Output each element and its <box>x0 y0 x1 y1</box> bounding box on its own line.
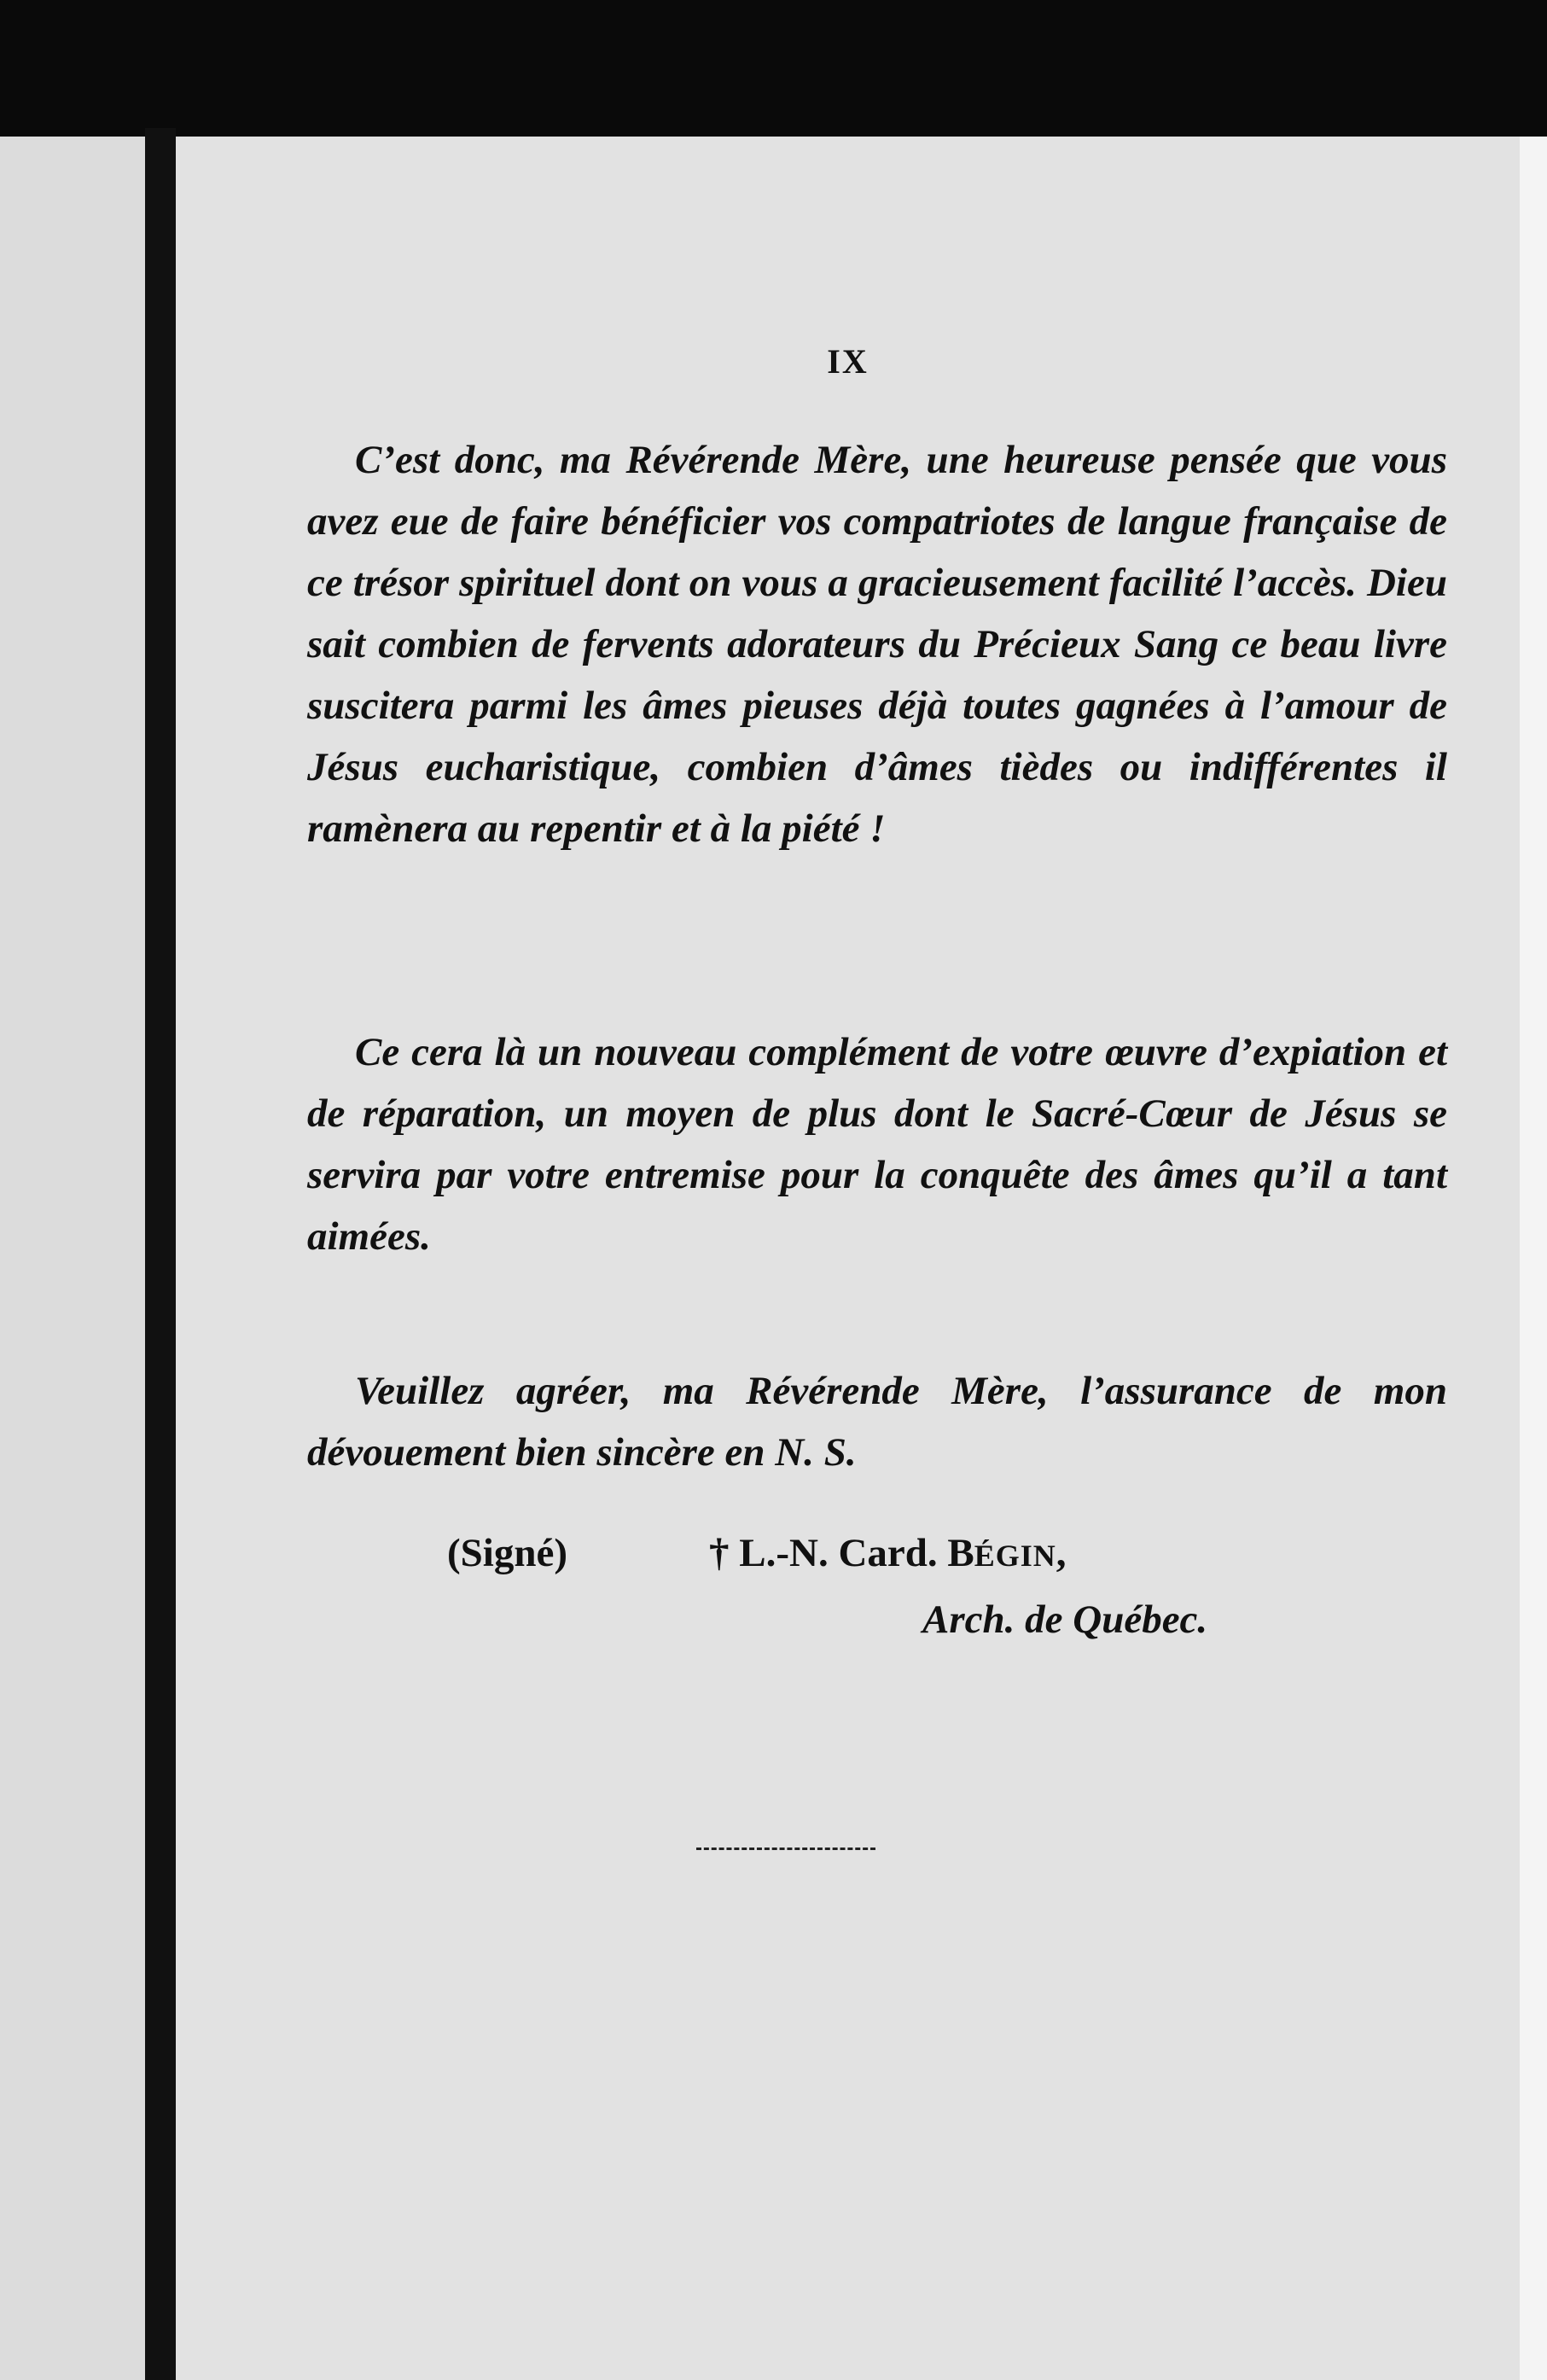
signature-name-prefix: L.-N. Card. B <box>739 1531 974 1575</box>
paragraph-3 <box>307 1360 1447 1483</box>
page-number: IX <box>827 342 869 381</box>
facing-page-edge <box>0 137 145 2380</box>
paragraph-1 <box>307 429 1447 859</box>
paragraph-1-text: C’est donc, ma Révérende Mère, une heureuse pensée que vous avez eue de faire bénéficier vos compatriotes de langue française de ce trésor spirituel dont on vous a gracieusement facilité l’accès. Dieu sait combien de fervents adorateurs du Précieux Sang ce beau livre suscitera parmi les âmes pieuses déjà toutes gagnées à l’amour de Jésus eucharistique, combien d’âmes tièdes ou indifférentes il ramènera au repentir et à la piété ! <box>307 438 1447 851</box>
paragraph-3-text: Veuillez agréer, ma Révérende Mère, l’assurance de mon dévouement bien sincère en N. S. <box>307 1369 1447 1475</box>
signature-label: (Signé) <box>447 1531 567 1575</box>
signature-title: Arch. de Québec. <box>922 1597 1208 1642</box>
page-margin-edge <box>1520 137 1547 2380</box>
paragraph-2-text: Ce cera là un nouveau complément de votre œuvre d’expiation et de réparation, un moyen de plus dont le Sacré-Cœur de Jésus se servira par votre entremise pour la conquête des âmes qu’il a tant aimées. <box>307 1030 1447 1259</box>
end-rule-divider <box>696 1848 875 1850</box>
cross-symbol: † <box>709 1531 730 1575</box>
signature-name-suffix: , <box>1056 1531 1067 1575</box>
book-page <box>176 137 1520 2380</box>
signature-name-smallcaps: ÉGIN <box>974 1539 1056 1573</box>
paragraph-2 <box>307 1021 1447 1267</box>
signature-name <box>709 1530 1067 1576</box>
book-spine-shadow <box>145 128 176 2380</box>
